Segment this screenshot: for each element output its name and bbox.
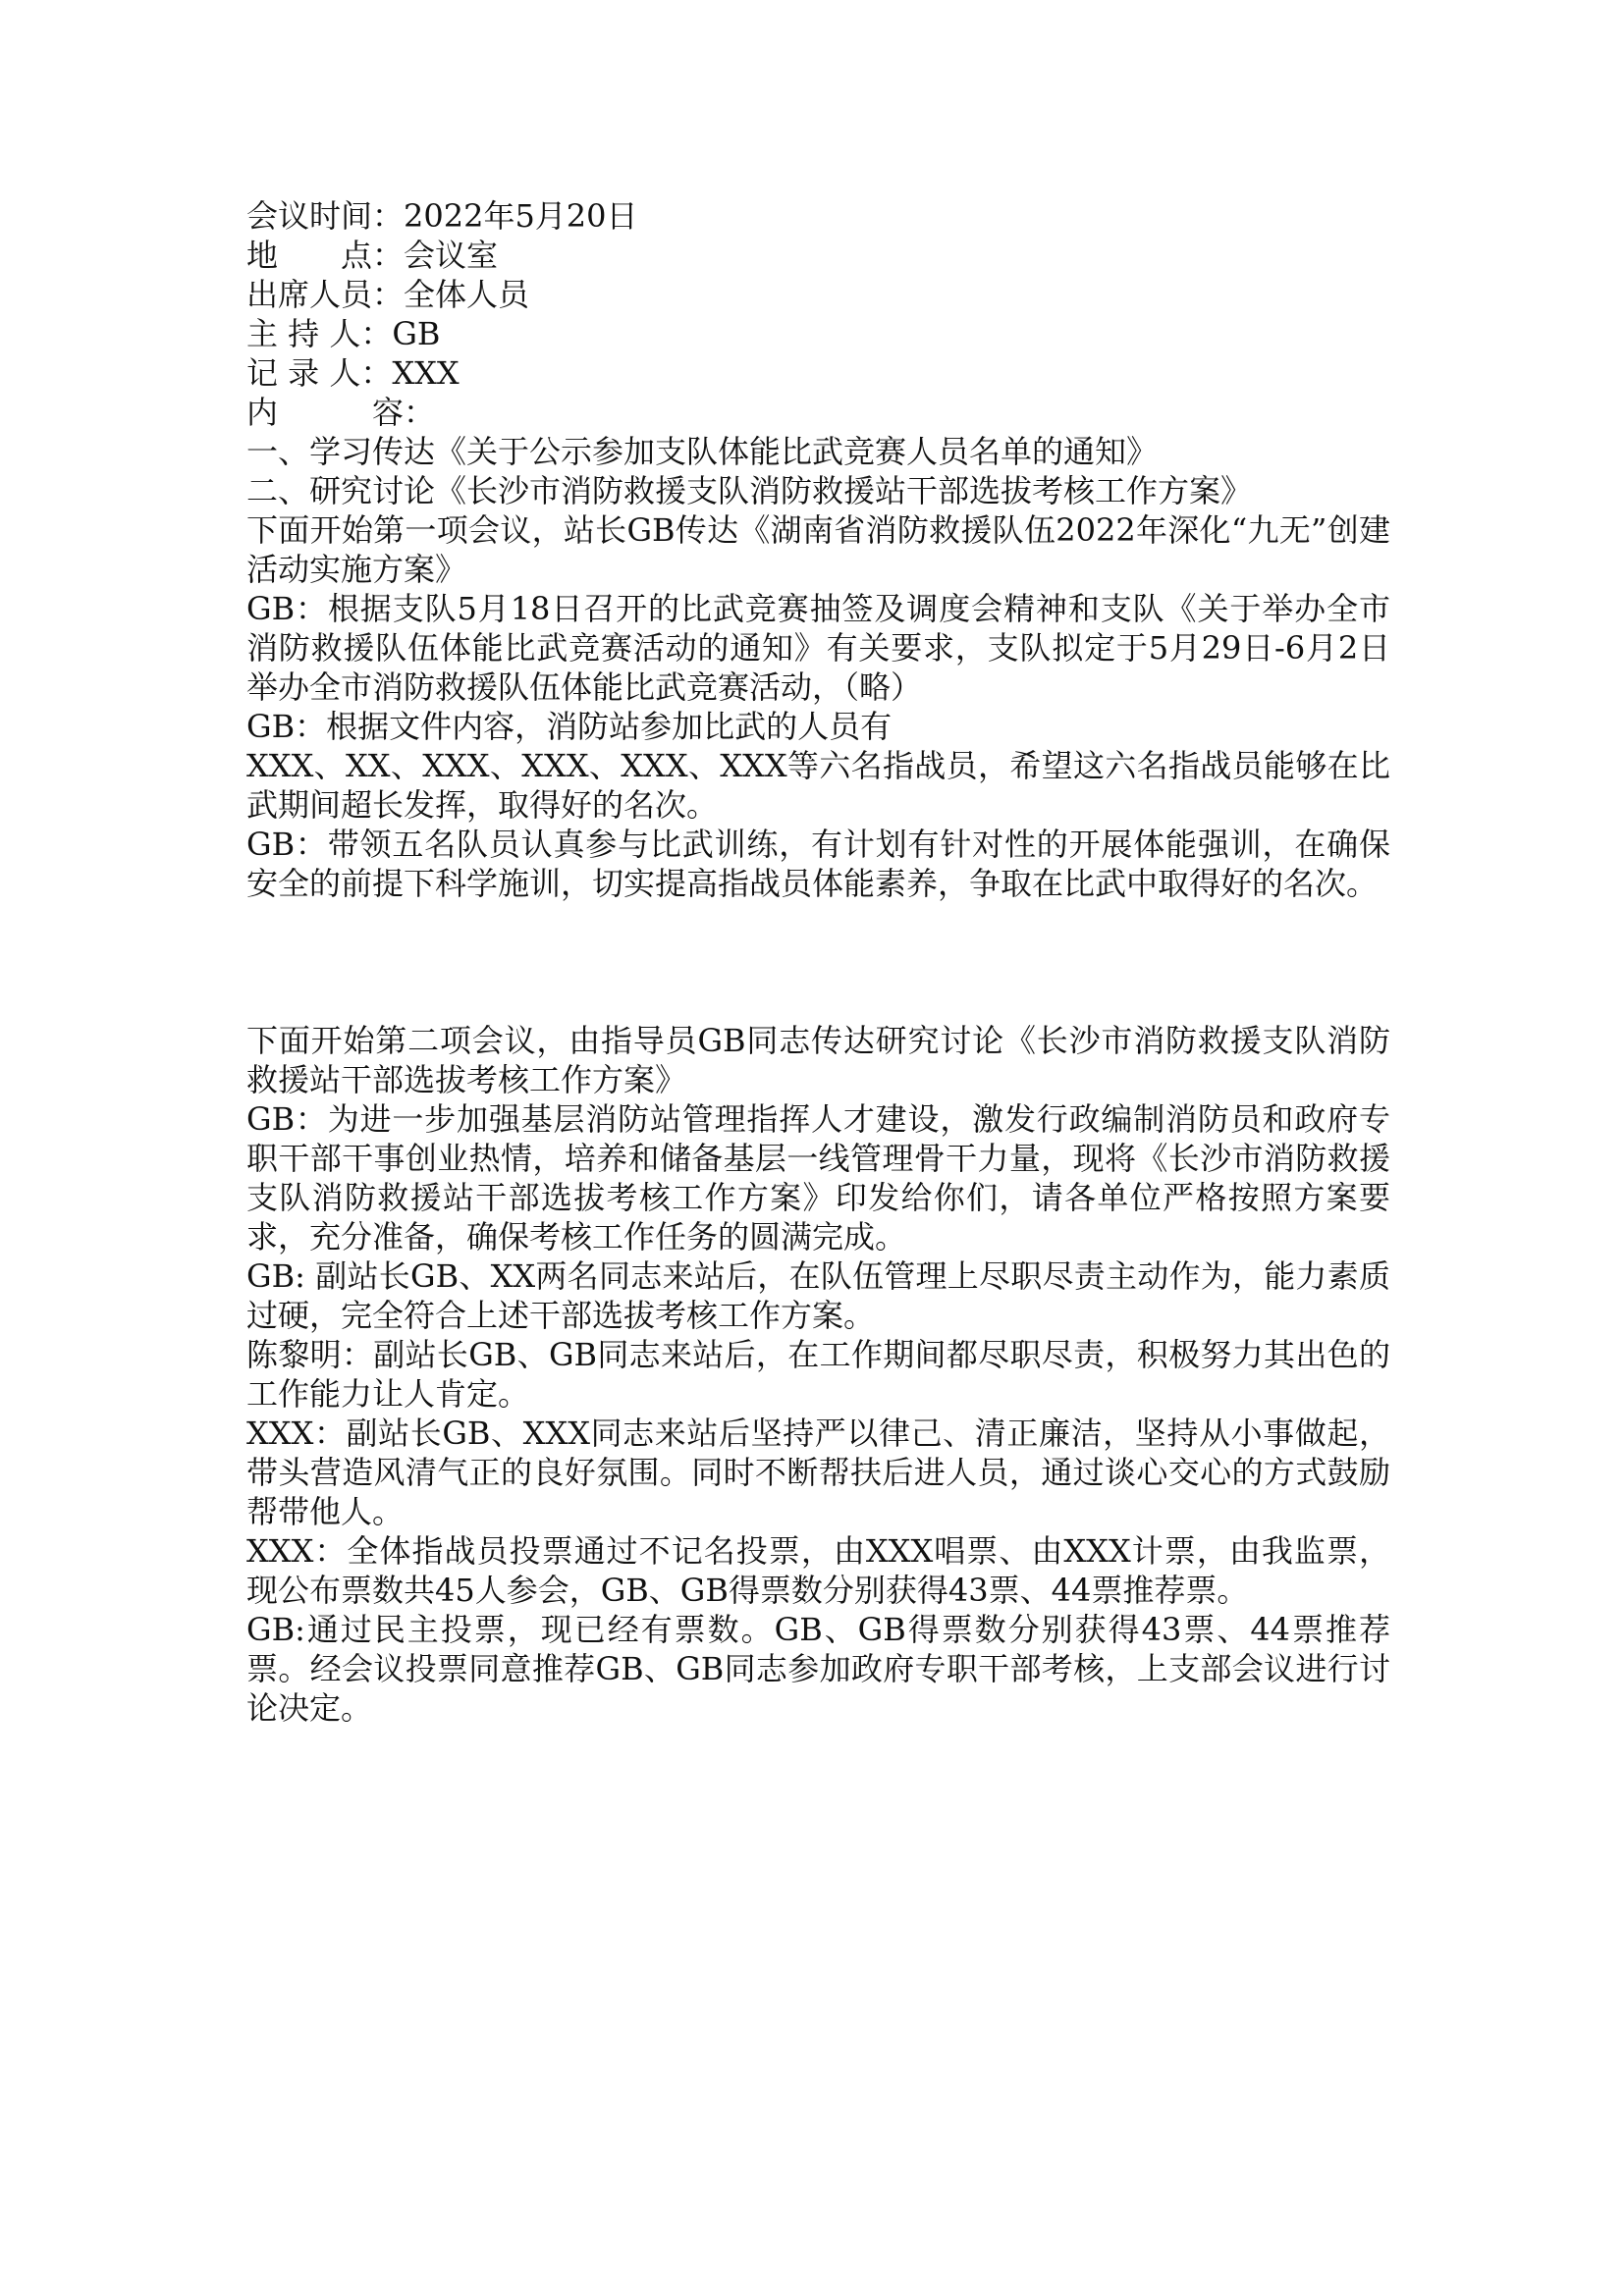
section-one-paragraph: GB：带领五名队员认真参与比武训练，有计划有针对性的开展体能强训，在确保安全的前提下科学施训，切实提高指战员体能素养，争取在比武中取得好的名次。 xyxy=(246,826,1390,902)
section-one-paragraph: GB：根据支队5月18日召开的比武竞赛抽签及调度会精神和支队《关于举办全市消防救援队伍体能比武竞赛活动的通知》有关要求，支队拟定于5月29日-6月2日举办全市消防救援队伍体能比武竞赛活动，（略） xyxy=(246,590,1390,706)
section-two-paragraph: GB: 副站长GB、XX两名同志来站后，在队伍管理上尽职尽责主动作为，能力素质过硬，完全符合上述干部选拔考核工作方案。 xyxy=(246,1257,1390,1334)
agenda-item-1: 一、学习传达《关于公示参加支队体能比武竞赛人员名单的通知》 xyxy=(246,433,1159,470)
section-two xyxy=(246,1021,1390,1728)
section-one-paragraph: 下面开始第一项会议，站长GB传达《湖南省消防救援队伍2022年深化“九无”创建活动实施方案》 xyxy=(246,511,1390,588)
agenda-list xyxy=(246,432,1390,510)
section-two-paragraph: XXX：副站长GB、XXX同志来站后坚持严以律己、清正廉洁，坚持从小事做起，带头营造风清气正的良好氛围。同时不断帮扶后进人员，通过谈心交心的方式鼓励帮带他人。 xyxy=(246,1415,1390,1530)
section-one-paragraph: GB：根据文件内容，消防站参加比武的人员有 xyxy=(246,708,893,745)
meeting-host: 主 持 人：GB xyxy=(246,315,441,352)
meeting-recorder: 记 录 人：XXX xyxy=(246,354,460,392)
meeting-time: 会议时间：2022年5月20日 xyxy=(246,197,638,235)
section-one xyxy=(246,510,1390,903)
section-spacer xyxy=(246,903,1390,1021)
section-one-paragraph: XXX、XX、XXX、XXX、XXX、XXX等六名指战员，希望这六名指战员能够在比武期间超长发挥，取得好的名次。 xyxy=(246,747,1390,824)
agenda-item-2: 二、研究讨论《长沙市消防救援支队消防救援站干部选拔考核工作方案》 xyxy=(246,472,1253,509)
meeting-header xyxy=(246,196,1390,432)
section-two-paragraph: XXX：全体指战员投票通过不记名投票，由XXX唱票、由XXX计票，由我监票，现公布票数共45人参会，GB、GB得票数分别获得43票、44票推荐票。 xyxy=(246,1532,1390,1609)
meeting-minutes-page xyxy=(246,196,1390,1728)
section-two-paragraph: GB:通过民主投票，现已经有票数。GB、GB得票数分别获得43票、44票推荐票。经会议投票同意推荐GB、GB同志参加政府专职干部考核，上支部会议进行讨论决定。 xyxy=(246,1611,1390,1727)
section-two-paragraph: 下面开始第二项会议，由指导员GB同志传达研究讨论《长沙市消防救援支队消防救援站干部选拔考核工作方案》 xyxy=(246,1022,1390,1098)
meeting-location: 地 点：会议室 xyxy=(246,237,499,274)
meeting-attendees: 出席人员：全体人员 xyxy=(246,276,530,313)
section-two-paragraph: 陈黎明：副站长GB、GB同志来站后，在工作期间都尽职尽责，积极努力其出色的工作能力让人肯定。 xyxy=(246,1336,1390,1413)
content-label: 内 容： xyxy=(246,394,436,431)
section-two-paragraph: GB：为进一步加强基层消防站管理指挥人才建设，激发行政编制消防员和政府专职干部干事创业热情，培养和储备基层一线管理骨干力量，现将《长沙市消防救援支队消防救援站干部选拔考核工作方案》印发给你们，请各单位严格按照方案要求，充分准备，确保考核工作任务的圆满完成。 xyxy=(246,1100,1390,1255)
